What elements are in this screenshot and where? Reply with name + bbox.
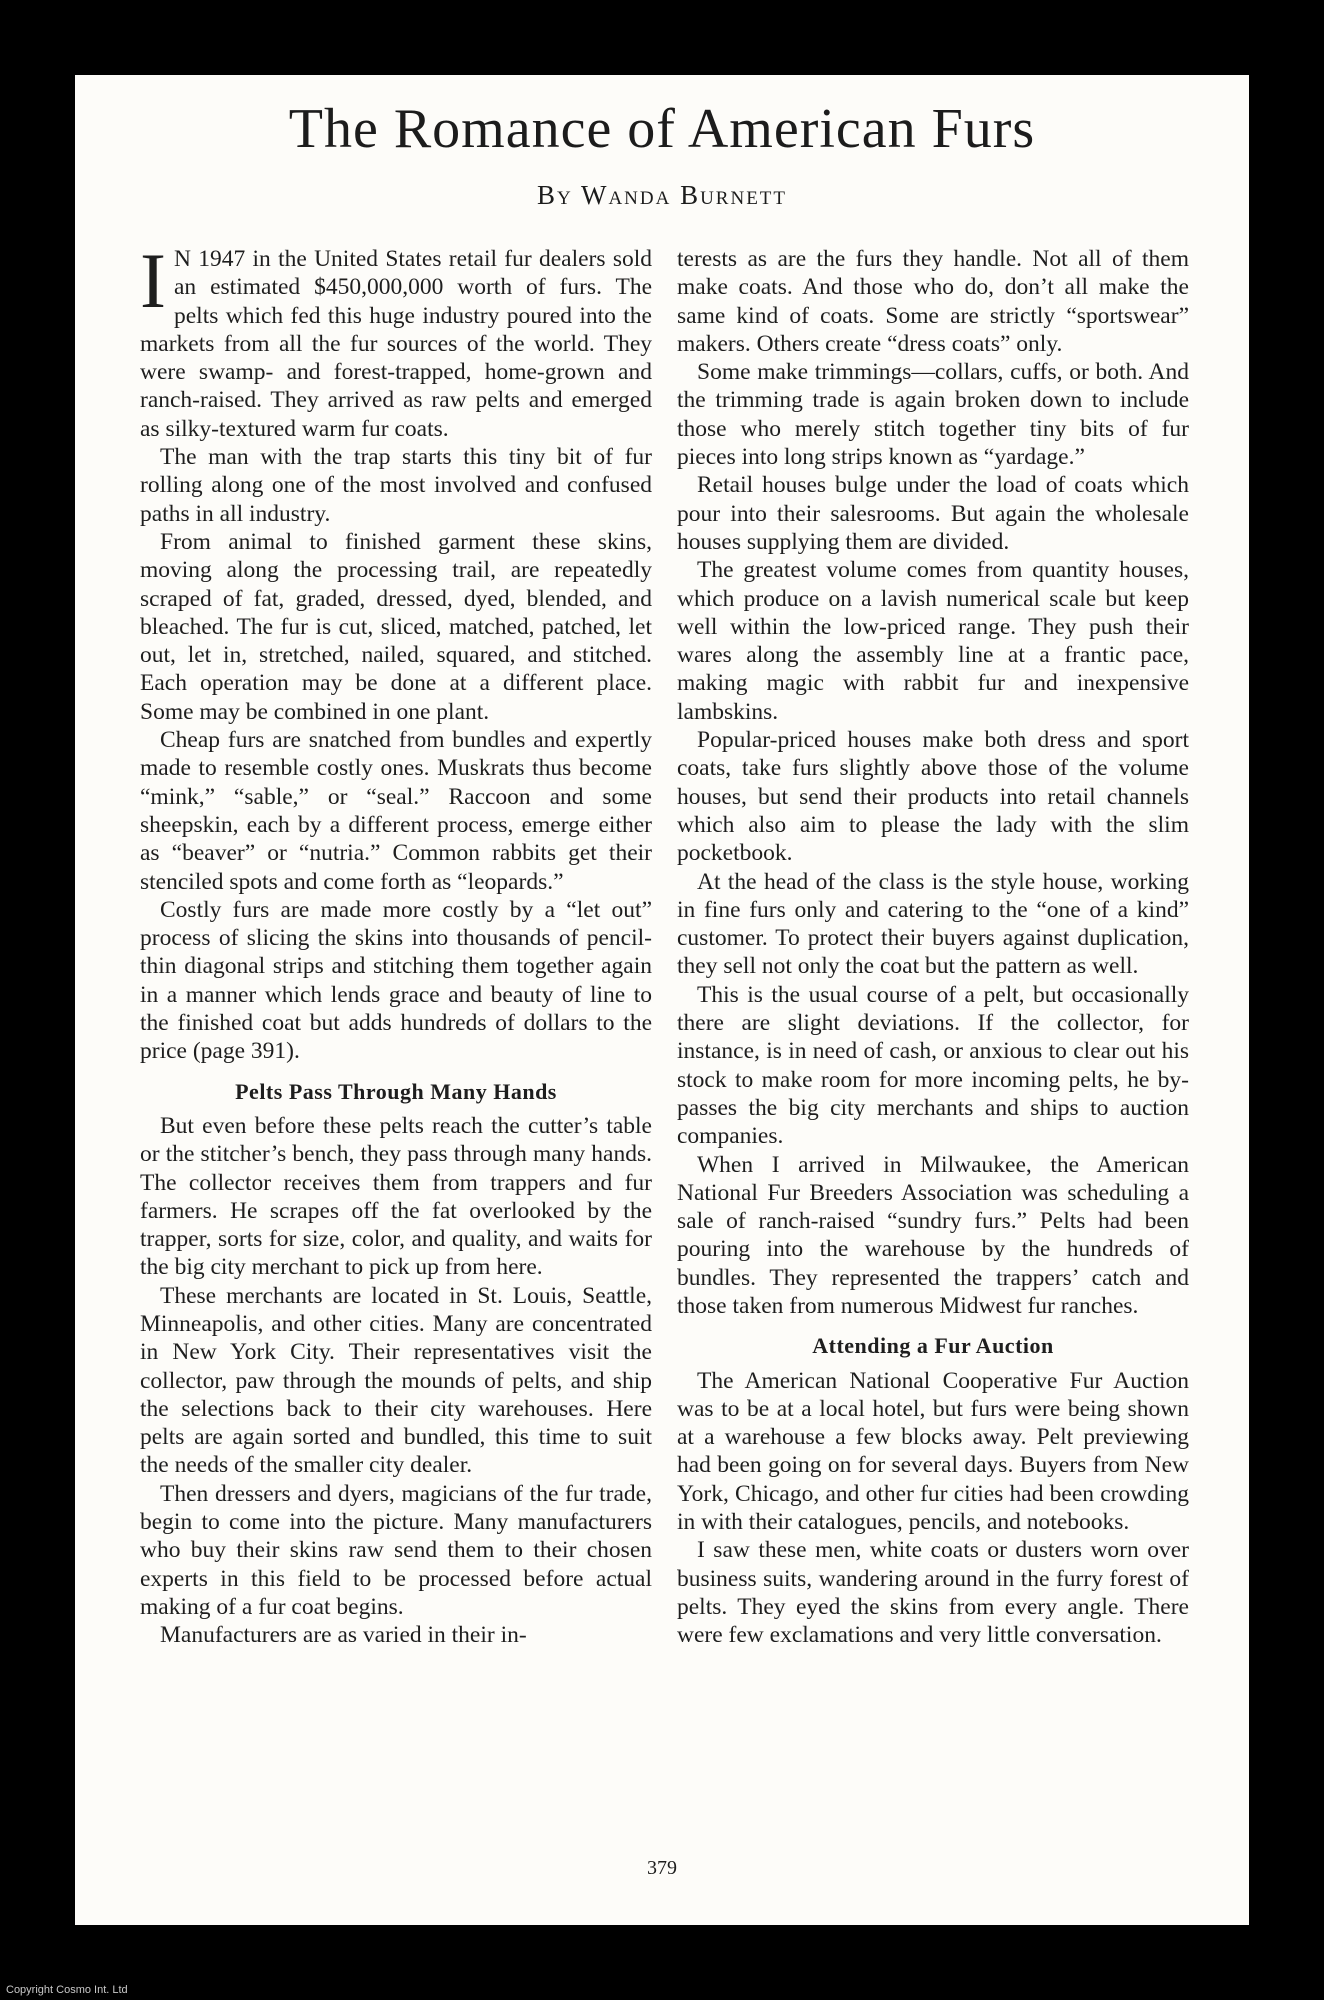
paragraph: This is the usual course of a pelt, but occasionally there are slight deviations. If the collector, for instance, is in need of cash, or anxious to clear out his stock to make room for more incoming pelts, he by-passes the big city merchants and ships to auction companies. — [677, 981, 1189, 1150]
paragraph: Cheap furs are snatched from bundles and expertly made to resemble costly ones. Muskrats thus become “mink,” “sable,” or “seal.” Raccoon and some sheepskin, each by a different process, emerge either as “beaver” or “nutria.” Common rabbits get their stenciled spots and come forth as “leopards.” — [140, 727, 652, 895]
paragraph: When I arrived in Milwaukee, the American National Fur Breeders Association was scheduling a sale of ranch-raised “sundry furs.” Pelts had been pouring into the warehouse by the hundreds of bundles. They represented the trappers’ catch and those taken from numerous Midwest fur ranches. — [677, 1151, 1189, 1319]
paragraph: The man with the trap starts this tiny bit of fur rolling along one of the most involved and confused paths in all industry. — [140, 444, 652, 527]
paragraph — [140, 237, 652, 443]
paragraph: Manufacturers are as varied in their in- — [160, 1622, 527, 1649]
page-number: 379 — [647, 1857, 677, 1879]
section-heading: Pelts Pass Through Many Hands — [235, 1078, 557, 1104]
paragraph: From animal to finished garment these skins, moving along the processing trail, are repeatedly scraped of fat, graded, dressed, dyed, blended, and bleached. The fur is cut, sliced, matched, patched, let out, let in, stretched, nailed, squared, and stitched. Each operation may be done at a different place. Some may be combined in one plant. — [140, 528, 652, 725]
paragraph: The American National Cooperative Fur Auction was to be at a local hotel, but furs were being shown at a warehouse a few blocks away. Pelt previewing had been going on for several days. Buyers from New York, Chicago, and other fur cities had been crowding in with their catalogues, pencils, and notebooks. — [677, 1367, 1189, 1536]
paragraph: Costly furs are made more costly by a “let out” process of slicing the skins into thousands of pencil-thin diagonal strips and stitching them together again in a manner which lends grace and beauty of line to the finished coat but adds hundreds of dollars to the price (page 391). — [140, 896, 652, 1065]
paragraph: Then dressers and dyers, magicians of the fur trade, begin to come into the picture. Many manufacturers who buy their skins raw send them to their chosen experts in this field to be processed before actual making of a fur coat begins. — [140, 1480, 652, 1620]
paragraph: terests as are the furs they handle. Not all of them make coats. And those who do, don’t all make the same kind of coats. Some are strictly “sportswear” makers. Others create “dress coats” only. — [677, 246, 1189, 357]
article-title: The Romance of American Furs — [288, 98, 1036, 160]
drop-cap: I — [140, 237, 166, 324]
article-byline: By Wanda Burnett — [536, 180, 788, 210]
left-column — [140, 237, 652, 1650]
copyright-notice: Copyright Cosmo Int. Ltd — [6, 1984, 128, 1996]
magazine-page — [75, 75, 1249, 1925]
paragraph: Popular-priced houses make both dress and sport coats, take furs slightly above those of the volume houses, but send their products into retail channels which also aim to please the lady with the slim pocketbook. — [677, 727, 1189, 867]
paragraph-text: N 1947 in the United States retail fur dealers sold an estimated $450,000,000 worth of furs. The pelts which fed this huge industry poured into the markets from all the fur sources of the world. They were swamp- and forest-trapped, home-grown and ranch-raised. They arrived as raw pelts and emerged as silky-textured warm fur coats. — [140, 246, 652, 442]
right-column — [677, 245, 1189, 1650]
section-heading: Attending a Fur Auction — [812, 1333, 1054, 1359]
paragraph: I saw these men, white coats or dusters worn over business suits, wandering around in the furry forest of pelts. They eyed the skins from every angle. There were few exclamations and very little conversation. — [677, 1537, 1189, 1649]
paragraph: These merchants are located in St. Louis, Seattle, Minneapolis, and other cities. Many are concentrated in New York City. Their representatives visit the collector, paw through the mounds of pelts, and ship the selections back to their city warehouses. Here pelts are again sorted and bundled, this time to suit the needs of the smaller city dealer. — [140, 1282, 652, 1479]
paragraph: The greatest volume comes from quantity houses, which produce on a lavish numerical scale but keep well within the low-priced range. They push their wares along the assembly line at a frantic pace, making magic with rabbit fur and inexpensive lambskins. — [677, 557, 1189, 725]
paragraph: Some make trimmings—collars, cuffs, or both. And the trimming trade is again broken down to include those who merely stitch together tiny bits of fur pieces into long strips known as “yardage.” — [677, 359, 1189, 471]
paragraph: But even before these pelts reach the cutter’s table or the stitcher’s bench, they pass through many hands. The collector receives them from trappers and fur farmers. He scrapes off the fat overlooked by the trapper, sorts for size, color, and quality, and waits for the big city merchant to pick up from here. — [140, 1112, 652, 1281]
paragraph: At the head of the class is the style house, working in fine furs only and catering to the “one of a kind” customer. To protect their buyers against duplication, they sell not only the coat but the pattern as well. — [677, 868, 1189, 980]
paragraph: Retail houses bulge under the load of coats which pour into their salesrooms. But again the wholesale houses supplying them are divided. — [677, 472, 1189, 555]
